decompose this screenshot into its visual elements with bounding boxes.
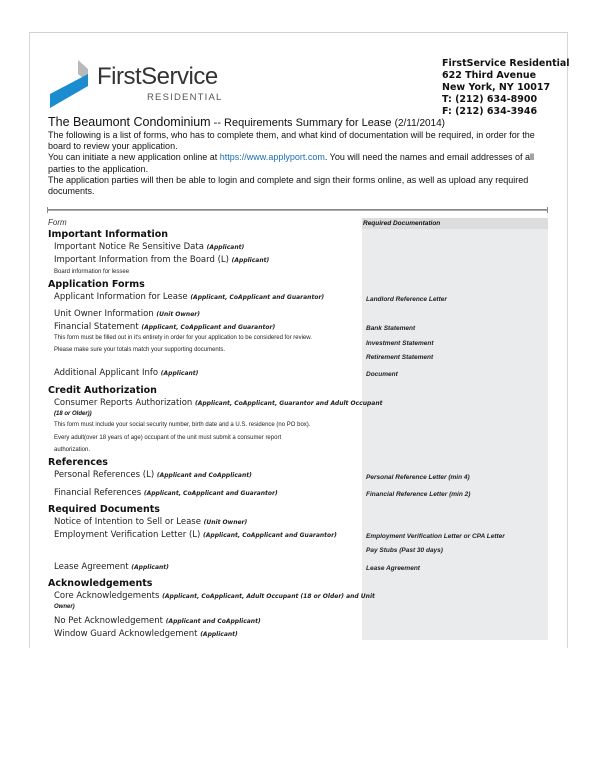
required-documentation-panel — [362, 218, 548, 640]
form-name: Important Notice Re Sensitive Data — [54, 242, 207, 252]
required-doc: Landlord Reference Letter — [366, 296, 447, 303]
form-responsible-party: (Applicant, CoApplicant, Adult Occupant (18 or Older) and Unit — [162, 593, 375, 600]
form-responsible-party: (Applicant and CoApplicant) — [165, 618, 261, 625]
form-note: This form must include your social security number, birth date and a U.S. residence (no PO box). — [54, 422, 311, 428]
form-responsible-party: (Applicant) — [131, 564, 169, 571]
title-text: -- Requirements Summary for Lease — [210, 117, 395, 129]
required-doc: Retirement Statement — [366, 354, 434, 361]
intro-text — [48, 130, 548, 197]
form-responsible-party: (Unit Owner) — [156, 311, 200, 318]
section-divider — [47, 209, 548, 211]
section-title: References — [48, 457, 108, 468]
address-street: 622 Third Avenue — [442, 70, 537, 81]
form-name: Personal References (L) — [54, 470, 157, 480]
form-responsible-party: (Applicant, CoApplicant and Guarantor) — [203, 532, 337, 539]
form-name: Window Guard Acknowledgement — [54, 629, 201, 639]
form-note: This form must be filled out in it's entirety in order for your application to be considered for review. — [54, 335, 312, 341]
firstservice-logo — [50, 60, 223, 108]
page-title — [48, 115, 445, 129]
form-note: Board information for lessee — [54, 269, 130, 275]
form-item[interactable] — [54, 470, 252, 480]
form-name: Unit Owner Information — [54, 309, 157, 319]
form-responsible-party: (Applicant, CoApplicant and Guarantor) — [143, 490, 278, 497]
intro-paragraph-1: The following is a list of forms, who has to complete them, and what kind of documentation will be required, in order for the board to review your application. — [48, 130, 535, 152]
form-name: Important Information from the Board (L) — [54, 255, 232, 265]
required-doc: Personal Reference Letter (min 4) — [366, 474, 470, 481]
form-responsible-party: (Unit Owner) — [203, 519, 248, 526]
required-doc: Financial Reference Letter (min 2) — [366, 491, 471, 498]
form-item[interactable] — [54, 292, 324, 302]
form-item[interactable] — [54, 322, 275, 332]
intro-paragraph-2 — [48, 152, 548, 174]
section-title: Application Forms — [48, 279, 145, 290]
form-name: Employment Verification Letter (L) — [54, 530, 204, 540]
form-responsible-party: (Applicant) — [206, 244, 245, 251]
form-item[interactable] — [54, 517, 247, 527]
form-item[interactable] — [54, 309, 200, 319]
building-name: The Beaumont Condominium — [48, 115, 211, 129]
form-responsible-party: (Applicant, CoApplicant and Guarantor) — [190, 294, 325, 301]
section-title: Acknowledgements — [48, 578, 153, 589]
form-note: authorization. — [54, 447, 91, 453]
required-doc: Employment Verification Letter or CPA Letter — [366, 533, 505, 540]
form-responsible-party: (Applicant) — [160, 370, 199, 377]
form-item-continued: (18 or Older)) — [54, 411, 92, 417]
form-item[interactable] — [54, 562, 169, 572]
logo-subtitle: RESIDENTIAL — [147, 92, 223, 103]
address-fax: F: (212) 634-3946 — [442, 106, 538, 117]
section-title: Required Documents — [48, 504, 160, 515]
form-item[interactable] — [54, 488, 278, 498]
form-item[interactable] — [54, 616, 261, 626]
form-item[interactable] — [54, 242, 244, 252]
section-title: Credit Authorization — [48, 385, 157, 396]
form-name: Consumer Reports Authorization — [54, 398, 195, 408]
section-title: Important Information — [48, 229, 169, 240]
form-item[interactable] — [54, 255, 269, 265]
form-note: Please make sure your totals match your supporting documents. — [54, 347, 226, 353]
form-item[interactable] — [54, 398, 382, 408]
required-doc: Pay Stubs (Past 30 days) — [366, 547, 443, 554]
form-item[interactable] — [54, 530, 337, 540]
form-item[interactable] — [54, 368, 198, 378]
form-responsible-party: (Applicant, CoApplicant and Guarantor) — [141, 324, 276, 331]
required-doc: Lease Agreement — [366, 565, 420, 572]
section-references — [48, 457, 108, 468]
form-item[interactable] — [54, 629, 238, 639]
required-doc: Bank Statement — [366, 325, 416, 332]
form-name: Additional Applicant Info — [54, 368, 161, 378]
section-credit-authorization — [48, 385, 157, 396]
form-responsible-party: (Applicant) — [231, 257, 270, 264]
required-doc: Investment Statement — [366, 340, 434, 347]
form-name: Applicant Information for Lease — [54, 292, 191, 302]
form-responsible-party: (Applicant and CoApplicant) — [156, 472, 252, 479]
section-required-documents — [48, 504, 160, 515]
company-address — [442, 58, 570, 118]
form-name: Core Acknowledgements — [54, 591, 163, 601]
intro-p2-text-after: . You will need the names and email addresses of all parties to the application. — [48, 152, 534, 174]
form-responsible-party: (Applicant, CoApplicant, Guarantor and Adult Occupant — [195, 400, 383, 407]
address-phone: T: (212) 634-8900 — [442, 94, 538, 105]
form-name: Lease Agreement — [54, 562, 132, 572]
section-acknowledgements — [48, 578, 152, 589]
form-item-continued: Owner) — [54, 604, 75, 610]
required-doc: Document — [366, 371, 398, 378]
form-responsible-party: (Applicant) — [200, 631, 238, 638]
address-company: FirstService Residential — [442, 58, 570, 69]
intro-paragraph-3: The application parties will then be able to login and complete and sign their forms online, as well as upload any required documents. — [48, 174, 529, 197]
form-name: Notice of Intention to Sell or Lease — [54, 517, 204, 527]
form-item[interactable] — [54, 591, 375, 601]
intro-p2-text: You can initiate a new application online at — [48, 152, 220, 163]
applyport-link[interactable]: https://www.applyport.com — [219, 152, 325, 163]
form-note: Every adult(over 18 years of age) occupant of the unit must submit a consumer report — [54, 435, 282, 441]
logo-wordmark: FirstService — [97, 63, 218, 90]
address-city: New York, NY 10017 — [442, 82, 551, 93]
logo-mark-icon — [50, 60, 96, 108]
form-column-header: Form — [48, 218, 67, 227]
form-name: Financial Statement — [54, 322, 142, 332]
title-date: (2/11/2014) — [394, 118, 446, 129]
section-important-information — [48, 229, 168, 240]
required-documentation-header: Required Documentation — [362, 218, 548, 229]
form-name: Financial References — [54, 488, 144, 498]
form-name: No Pet Acknowledgement — [54, 616, 166, 626]
section-application-forms — [48, 279, 145, 290]
